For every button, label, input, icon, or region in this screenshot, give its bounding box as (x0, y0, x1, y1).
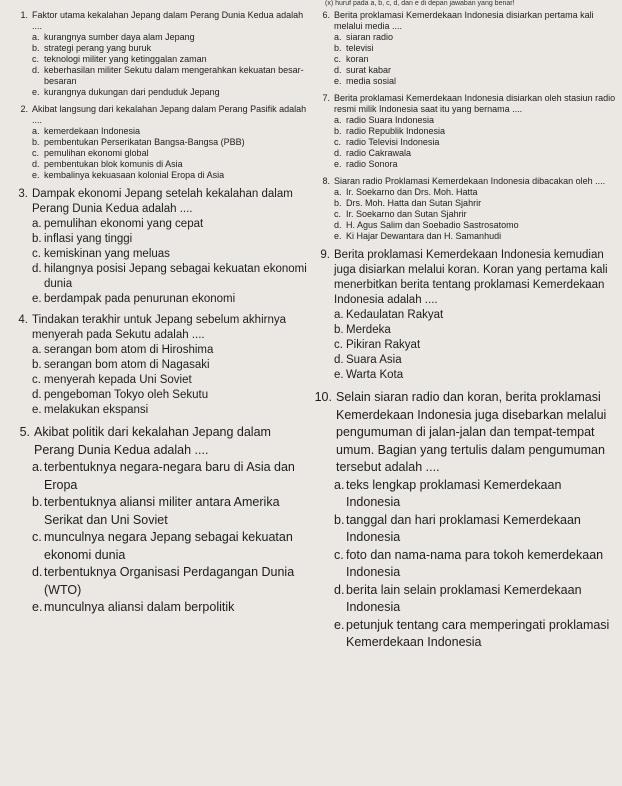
option-e[interactable]: e. kembalinya kekuasaan kolonial Eropa di Asia (32, 170, 225, 180)
option-a[interactable]: a. siaran radio (334, 32, 394, 42)
question-text: Selain siaran radio dan koran, berita proklamasi Kemerdekaan Indonesia juga disebarkan melalui pengumuman di jalan-jalan dan tempat-tempat umum. Bagian yang tertulis dalam pengumuman tersebut adalah .... (336, 390, 607, 474)
option-e[interactable]: e. media sosial (334, 76, 397, 86)
question-number: 3. (18, 188, 28, 200)
option-e[interactable]: e. Warta Kota (334, 369, 404, 381)
option-e[interactable]: e. berdampak pada penurunan ekonomi (32, 293, 236, 305)
option-b[interactable]: b. televisi (334, 43, 374, 53)
option-a[interactable]: a. Kedaulatan Rakyat (334, 309, 444, 321)
option-e[interactable]: e. melakukan ekspansi (32, 404, 149, 416)
option-e[interactable]: e. petunjuk tentang cara memperingati proklamasi Kemerdekaan Indonesia (334, 617, 610, 649)
option-b[interactable]: b. pembentukan Perserikatan Bangsa-Bangsa (PBB) (32, 137, 245, 147)
option-a[interactable]: a. serangan bom atom di Hiroshima (32, 344, 214, 356)
option-b[interactable]: b. Merdeka (334, 324, 391, 336)
question-text: Berita proklamasi Kemerdekaan Indonesia disiarkan pertama kali melalui media .... (334, 10, 594, 31)
option-a[interactable]: a. kurangnya sumber daya alam Jepang (32, 32, 195, 42)
question-number: 5. (19, 425, 30, 439)
option-b[interactable]: b. inflasi yang tinggi (32, 233, 133, 245)
option-c[interactable]: c. pemulihan ekonomi global (32, 148, 149, 158)
instruction-header: (x) huruf pada a, b, c, d, dan e di depan jawaban yang benar! (325, 0, 515, 7)
option-e[interactable]: e. Ki Hajar Dewantara dan H. Samanhudi (334, 231, 502, 241)
option-d[interactable]: d. H. Agus Salim dan Soebadio Sastrosatomo (334, 220, 519, 230)
option-d[interactable]: d. terbentuknya Organisasi Perdagangan Dunia (WTO) (32, 565, 295, 597)
option-c[interactable]: c. Ir. Soekarno dan Sutan Sjahrir (334, 209, 467, 219)
question-9 (310, 248, 616, 383)
question-number: 1. (20, 10, 28, 20)
option-a[interactable]: a. pemulihan ekonomi yang cepat (32, 218, 204, 230)
option-b[interactable]: b. Drs. Moh. Hatta dan Sutan Sjahrir (334, 198, 482, 208)
question-text: Akibat politik dari kekalahan Jepang dalam Perang Dunia Kedua adalah .... (34, 425, 271, 457)
question-7 (310, 93, 616, 170)
option-d[interactable]: d. berita lain selain proklamasi Kemerdekaan Indonesia (334, 582, 582, 614)
question-number: 7. (322, 93, 330, 103)
option-b[interactable]: b. terbentuknya aliansi militer antara Amerika Serikat dan Uni Soviet (32, 495, 280, 527)
option-c[interactable]: c. Pikiran Rakyat (334, 339, 421, 351)
question-text: Akibat langsung dari kekalahan Jepang dalam Perang Pasifik adalah .... (32, 104, 307, 125)
option-a[interactable]: a. radio Suara Indonesia (334, 115, 435, 125)
option-c[interactable]: c. radio Televisi Indonesia (334, 137, 440, 147)
question-6 (310, 10, 616, 87)
option-e[interactable]: e. munculnya aliansi dalam berpolitik (32, 600, 235, 614)
question-number: 8. (322, 176, 330, 186)
option-b[interactable]: b. tanggal dan hari proklamasi Kemerdekaan Indonesia (334, 512, 581, 544)
option-c[interactable]: c. foto dan nama-nama para tokoh kemerdekaan Indonesia (334, 547, 604, 579)
option-a[interactable]: a. kemerdekaan Indonesia (32, 126, 141, 136)
question-text: Dampak ekonomi Jepang setelah kekalahan dalam Perang Dunia Kedua adalah .... (32, 188, 293, 215)
question-text: Berita proklamasi Kemerdekaan Indonesia disiarkan oleh stasiun radio resmi milik Indonesia saat itu yang bernama .... (334, 93, 616, 114)
option-d[interactable]: d. pembentukan blok komunis di Asia (32, 159, 183, 169)
option-c[interactable]: c. menyerah kepada Uni Soviet (32, 374, 192, 386)
right-column (310, 10, 616, 658)
option-a[interactable]: a. terbentuknya negara-negara baru di Asia dan Eropa (32, 460, 295, 492)
question-5 (8, 424, 308, 617)
option-e[interactable]: e. kurangnya dukungan dari penduduk Jepang (32, 87, 220, 97)
option-b[interactable]: b. strategi perang yang buruk (32, 43, 152, 53)
option-d[interactable]: d. hilangnya posisi Jepang sebagai kekuatan ekonomi dunia (32, 263, 307, 290)
option-c[interactable]: c. munculnya negara Jepang sebagai kekuatan ekonomi dunia (32, 530, 293, 562)
question-10 (310, 389, 616, 652)
option-b[interactable]: b. radio Republik Indonesia (334, 126, 446, 136)
option-a[interactable]: a. Ir. Soekarno dan Drs. Moh. Hatta (334, 187, 478, 197)
option-c[interactable]: c. kemiskinan yang meluas (32, 248, 170, 260)
option-d[interactable]: d. Suara Asia (334, 354, 402, 366)
question-text: Siaran radio Proklamasi Kemerdekaan Indonesia dibacakan oleh .... (334, 176, 606, 186)
left-column (8, 10, 308, 623)
option-c[interactable]: c. teknologi militer yang ketinggalan zaman (32, 54, 207, 64)
question-8 (310, 176, 616, 242)
option-e[interactable]: e. radio Sonora (334, 159, 398, 169)
option-d[interactable]: d. keberhasilan militer Sekutu dalam mengerahkan kekuatan besar-besaran (32, 65, 304, 86)
option-d[interactable]: d. radio Cakrawala (334, 148, 412, 158)
option-d[interactable]: d. pengeboman Tokyo oleh Sekutu (32, 389, 209, 401)
question-2 (8, 104, 308, 181)
option-a[interactable]: a. teks lengkap proklamasi Kemerdekaan Indonesia (334, 477, 562, 509)
question-text: Berita proklamasi Kemerdekaan Indonesia kemudian juga disiarkan melalui koran. Koran yang pertama kali menerbitkan berita tentang proklamasi Kemerdekaan Indonesia adalah .... (334, 249, 608, 306)
question-4 (8, 313, 308, 418)
question-number: 9. (320, 249, 330, 261)
option-c[interactable]: c. koran (334, 54, 369, 64)
question-number: 10. (314, 390, 332, 404)
question-text: Faktor utama kekalahan Jepang dalam Perang Dunia Kedua adalah .... (32, 10, 304, 31)
question-number: 6. (322, 10, 330, 20)
question-number: 4. (18, 314, 28, 326)
option-b[interactable]: b. serangan bom atom di Nagasaki (32, 359, 210, 371)
option-d[interactable]: d. surat kabar (334, 65, 392, 75)
question-number: 2. (20, 104, 28, 114)
question-text: Tindakan terakhir untuk Jepang sebelum akhirnya menyerah pada Sekutu adalah .... (32, 314, 286, 341)
question-3 (8, 187, 308, 307)
question-1 (8, 10, 308, 98)
